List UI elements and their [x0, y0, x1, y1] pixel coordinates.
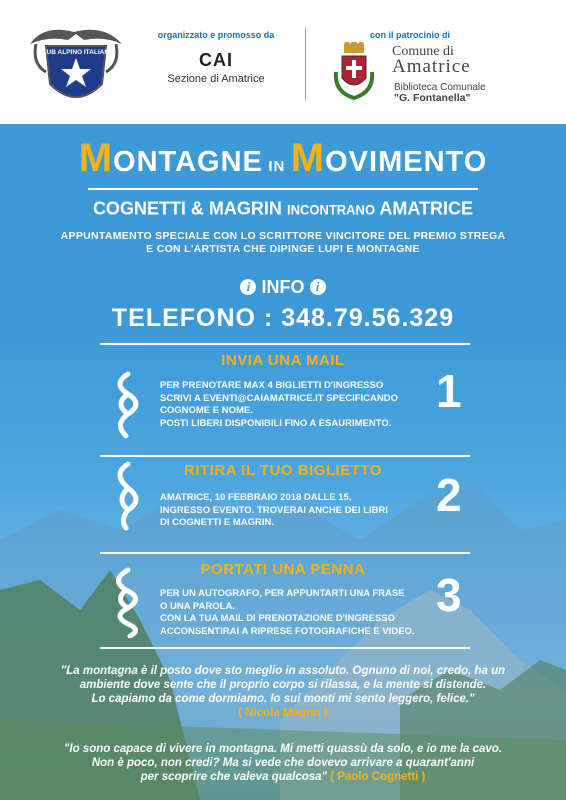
step-line: AMATRICE, 10 FEBBRAIO 2018 DALLE 15, — [160, 492, 352, 503]
cai-logo — [24, 14, 128, 114]
quote-line: "La montagna è il posto dove sto meglio in assoluto. Ognuno di noi, credo, ha un — [60, 665, 506, 677]
quote-cognetti — [18, 742, 548, 784]
title-part2: OVIMENTO — [325, 146, 488, 178]
step-line: INGRESSO EVENTO. TROVERAI ANCHE DEI LIBRI — [160, 504, 389, 516]
coat-of-arms-icon — [330, 42, 378, 104]
info-icon: i — [240, 279, 256, 295]
quote-line: "Io sono capace di vivere in montagna. Mi metti quassù da solo, e io me la cavo. — [63, 743, 503, 755]
library-line2: "G. Fontanella" — [394, 92, 471, 104]
subtitle-main: COGNETTI & MAGRIN — [92, 197, 282, 219]
step-title: INVIA UNA MAIL — [221, 352, 345, 369]
step-number: 1 — [436, 365, 462, 417]
step-line: CON LA TUA MAIL DI PRENOTAZIONE D'INGRESSO — [160, 613, 396, 624]
quote-author: ( Paolo Cognetti ) — [330, 771, 426, 783]
organizer-name: CAI — [199, 50, 233, 70]
knot-icon — [106, 370, 150, 442]
info-icon: i — [310, 279, 326, 295]
step-divider — [100, 343, 470, 345]
step-line: ACCONSENTIRAI A RIPRESE FOTOGRAFICHE E VIDEO. — [160, 625, 415, 637]
title-m2: M — [290, 136, 326, 180]
organizer-section: Sezione di Amatrice — [167, 73, 265, 85]
step-title: RITIRA IL TUO BIGLIETTO — [184, 462, 382, 479]
step-number: 2 — [436, 469, 462, 521]
event-subtitle — [0, 197, 566, 219]
intro-line1: APPUNTAMENTO SPECIALE CON LO SCRITTORE VINCITORE DEL PREMIO STREGA — [60, 230, 506, 242]
organized-label: organizzato e promosso da — [157, 30, 275, 40]
library-name — [394, 82, 486, 104]
step-line: PER UN AUTOGRAFO, PER APPUNTARTI UNA FRASE — [160, 588, 405, 599]
knot-icon — [106, 566, 150, 638]
comune-line1: Comune di — [392, 44, 454, 59]
step-divider — [100, 647, 470, 649]
quote-author: ( Nicola Magrin ) — [238, 707, 328, 719]
library-line1: Biblioteca Comunale — [394, 82, 486, 93]
step-line: DI COGNETTI E MAGRIN. — [160, 517, 274, 528]
title-m1: M — [78, 136, 114, 180]
title-in: IN — [268, 158, 286, 175]
step-title: PORTATI UNA PENNA — [200, 561, 366, 578]
quote-line: Non è poco, non credi? Ma si vede che dovevo arrivare a quarant'anni — [91, 757, 475, 769]
step-divider — [100, 552, 470, 554]
patronage-label: con il patrocinio di — [370, 30, 451, 40]
comune-name — [392, 44, 471, 76]
step-line: COGNOME E NOME. — [160, 405, 253, 416]
quote-magrin — [18, 664, 548, 720]
info-heading — [0, 277, 566, 298]
step-line: PER PRENOTARE MAX 4 BIGLIETTI D'INGRESSO — [160, 380, 384, 391]
quote-line: per scoprire che valeva qualcosa" — [140, 771, 327, 783]
quote-line: ambiente dove sente che il proprio corpo si rilassa, e la mente si distende. — [79, 679, 487, 691]
step-text — [160, 380, 430, 430]
step-line: SCRIVI A EVENTI@CAIAMATRICE.IT SPECIFICANDO — [160, 392, 398, 404]
comune-line2: Amatrice — [392, 56, 471, 77]
subtitle-place: AMATRICE — [379, 197, 474, 219]
title-rule — [88, 188, 478, 190]
step-number: 3 — [436, 569, 462, 621]
title-part1: ONTAGNE — [113, 146, 263, 178]
event-intro — [0, 230, 566, 256]
step-line: O UNA PAROLA. — [160, 600, 235, 612]
event-title — [0, 136, 566, 181]
step-divider — [100, 455, 470, 457]
knot-icon — [106, 460, 150, 532]
header-bar — [0, 0, 566, 124]
step-text — [160, 588, 430, 638]
step-line: POSTI LIBERI DISPONIBILI FINO A ESAURIMENTO. — [160, 417, 392, 429]
quote-line: Lo capiamo da come dormiamo. Io sui monti mi sento leggero, felice." — [91, 693, 475, 705]
step-text — [160, 492, 430, 530]
organizer-block — [150, 30, 282, 85]
intro-line2: E CON L'ARTISTA CHE DIPINGE LUPI E MONTAGNE — [146, 243, 420, 255]
phone-number: TELEFONO : 348.79.56.329 — [111, 304, 455, 332]
info-label: INFO — [261, 277, 305, 297]
cai-logo-text: CLUB ALPINO ITALIANO — [37, 49, 115, 56]
header-divider — [305, 28, 306, 100]
subtitle-mid: INCONTRANO — [286, 201, 376, 218]
